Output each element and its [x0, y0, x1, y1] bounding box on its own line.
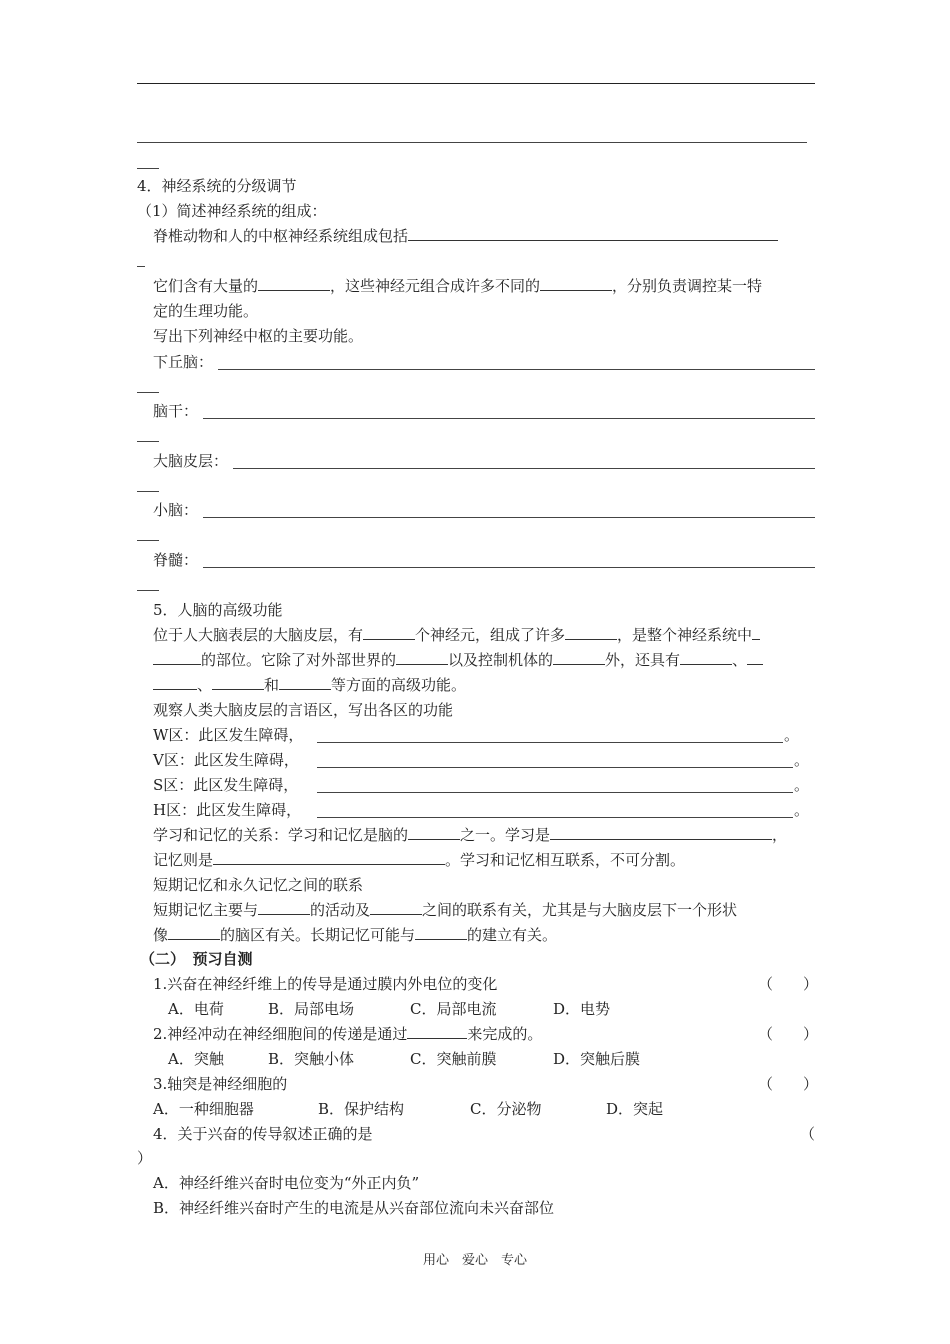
blank-field[interactable] [168, 925, 220, 940]
page-footer: 用心 爱心 专心 [422, 1253, 527, 1268]
option-b[interactable]: B．局部电场 [268, 1000, 355, 1018]
blank-field[interactable] [279, 675, 331, 690]
answer-line-tail [137, 168, 159, 169]
question-2 [153, 1024, 542, 1044]
text: ，是整个神经系统中 [617, 626, 753, 644]
question-1: 1.兴奋在神经纤维上的传导是通过膜内外电位的变化 [153, 975, 498, 993]
period: 。 [794, 801, 810, 819]
text: 的建立有关。 [467, 926, 558, 944]
language-area-intro: 观察人类大脑皮层的言语区，写出各区的功能 [153, 701, 454, 719]
answer-paren-close[interactable]: ） [137, 1149, 153, 1167]
cortex-line-2 [153, 650, 763, 670]
blank-field[interactable] [317, 817, 793, 818]
text: 、 [197, 676, 213, 694]
answer-line [137, 142, 807, 143]
option-c[interactable]: C．分泌物 [470, 1100, 542, 1118]
blank-field[interactable] [233, 468, 815, 469]
cns-line [153, 226, 778, 246]
answer-paren-open[interactable]: （ [800, 1125, 816, 1143]
option-a[interactable]: A．一种细胞器 [153, 1100, 254, 1118]
blank-field[interactable] [408, 226, 778, 241]
area-w-label: W区：此区发生障碍， [153, 726, 304, 744]
text: 个神经元，组成了许多 [415, 626, 566, 644]
option-d[interactable]: D．电势 [553, 1000, 611, 1018]
option-c[interactable]: C．局部电流 [410, 1000, 497, 1018]
option-b[interactable]: B．神经纤维兴奋时产生的电流是从兴奋部位流向未兴奋部位 [153, 1199, 555, 1217]
blank-field[interactable] [747, 650, 763, 665]
text: 和 [264, 676, 280, 694]
blank-field[interactable] [203, 567, 815, 568]
text: 之间的联系有关，尤其是与大脑皮层下一个形状 [422, 901, 738, 919]
text: ， [772, 826, 788, 844]
period: 。 [784, 726, 800, 744]
text: 来完成的。 [467, 1025, 543, 1043]
center-cerebellum-label: 小脑： [153, 501, 199, 519]
section-4-heading: 4．神经系统的分级调节 [137, 177, 297, 195]
question-3: 3.轴突是神经细胞的 [153, 1075, 288, 1093]
area-v-label: V区：此区发生障碍， [153, 751, 299, 769]
question-4: 4．关于兴奋的传导叙述正确的是 [153, 1125, 373, 1143]
text: 的活动及 [310, 901, 371, 919]
blank-field[interactable] [203, 517, 815, 518]
blank-field[interactable] [203, 418, 815, 419]
text: 位于人大脑表层的大脑皮层，有 [153, 626, 364, 644]
short-long-heading: 短期记忆和永久记忆之间的联系 [153, 876, 364, 894]
text: 它们含有大量的 [153, 277, 259, 295]
blank-field[interactable] [370, 900, 422, 915]
answer-line-tail [137, 590, 159, 591]
text: 记忆则是 [153, 851, 214, 869]
selftest-heading: （二） 预习自测 [140, 950, 253, 968]
blank-field[interactable] [540, 276, 612, 291]
text: 像 [153, 926, 169, 944]
answer-line-tail [137, 540, 159, 541]
text: 以及控制机体的 [448, 651, 554, 669]
cortex-line-1 [153, 625, 760, 645]
blank-field[interactable] [212, 675, 264, 690]
memory-line [153, 850, 685, 870]
period: 。 [794, 776, 810, 794]
answer-paren[interactable]: （ ） [758, 975, 819, 993]
function-line: 定的生理功能。 [153, 302, 259, 320]
blank-field[interactable] [408, 825, 460, 840]
blank-field[interactable] [258, 276, 330, 291]
blank-field[interactable] [396, 650, 448, 665]
option-d[interactable]: D．突触后膜 [553, 1050, 641, 1068]
blank-field[interactable] [553, 650, 605, 665]
option-b[interactable]: B．保护结构 [318, 1100, 405, 1118]
option-b[interactable]: B．突触小体 [268, 1050, 355, 1068]
text: 2.神经冲动在神经细胞间的传递是通过 [153, 1025, 408, 1043]
period: 。 [794, 751, 810, 769]
blank-field[interactable] [415, 925, 467, 940]
option-a[interactable]: A．突触 [168, 1050, 224, 1068]
blank-field[interactable] [752, 625, 760, 640]
center-hypothalamus-label: 下丘脑： [153, 353, 214, 371]
text: 短期记忆主要与 [153, 901, 259, 919]
text: 。学习和记忆相互联系，不可分割。 [445, 851, 686, 869]
cns-text: 脊椎动物和人的中枢神经系统组成包括 [153, 227, 409, 245]
text: 之一。学习是 [460, 826, 551, 844]
header-rule [137, 83, 815, 84]
center-spinal-label: 脊髓： [153, 551, 199, 569]
short-memory-line [153, 900, 737, 920]
blank-field[interactable] [550, 825, 772, 840]
text: ，这些神经元组合成许多不同的 [330, 277, 541, 295]
center-cortex-label: 大脑皮层： [153, 452, 229, 470]
instruction-line: 写出下列神经中枢的主要功能。 [153, 327, 364, 345]
blank-field[interactable] [153, 650, 201, 665]
blank-field[interactable] [407, 1024, 467, 1039]
option-c[interactable]: C．突触前膜 [410, 1050, 497, 1068]
blank-field[interactable] [218, 369, 815, 370]
cortex-line-3 [153, 675, 466, 695]
long-memory-line [153, 925, 557, 945]
blank-field[interactable] [317, 767, 793, 768]
option-d[interactable]: D．突起 [606, 1100, 664, 1118]
blank-field[interactable] [565, 625, 617, 640]
text: 的脑区有关。长期记忆可能与 [220, 926, 416, 944]
blank-field[interactable] [680, 650, 732, 665]
blank-field[interactable] [258, 900, 310, 915]
blank-field[interactable] [153, 675, 197, 690]
answer-paren[interactable]: （ ） [758, 1075, 819, 1093]
blank-field[interactable] [317, 742, 783, 743]
text: 外，还具有 [605, 651, 681, 669]
blank-field[interactable] [213, 850, 445, 865]
blank-field[interactable] [363, 625, 415, 640]
center-brainstem-label: 脑干： [153, 402, 199, 420]
text: 、 [732, 651, 748, 669]
option-a[interactable]: A．神经纤维兴奋时电位变为“外正内负” [153, 1174, 420, 1192]
learning-line [153, 825, 787, 845]
answer-line-tail [137, 392, 159, 393]
text: 学习和记忆的关系：学习和记忆是脑的 [153, 826, 409, 844]
option-a[interactable]: A．电荷 [168, 1000, 224, 1018]
answer-line-tail [137, 491, 159, 492]
answer-line-tail [137, 441, 159, 442]
subheading-composition: （1）简述神经系统的组成： [137, 202, 327, 220]
answer-paren[interactable]: （ ） [758, 1025, 819, 1043]
area-h-label: H区：此区发生障碍， [153, 801, 302, 819]
answer-line-tail [137, 266, 145, 267]
text: 等方面的高级功能。 [331, 676, 467, 694]
neuron-line [153, 276, 762, 296]
blank-field[interactable] [317, 792, 793, 793]
area-s-label: S区：此区发生障碍， [153, 776, 299, 794]
section-5-heading: 5．人脑的高级功能 [153, 601, 283, 619]
text: 的部位。它除了对外部世界的 [201, 651, 397, 669]
text: ，分别负责调控某一特 [612, 277, 763, 295]
